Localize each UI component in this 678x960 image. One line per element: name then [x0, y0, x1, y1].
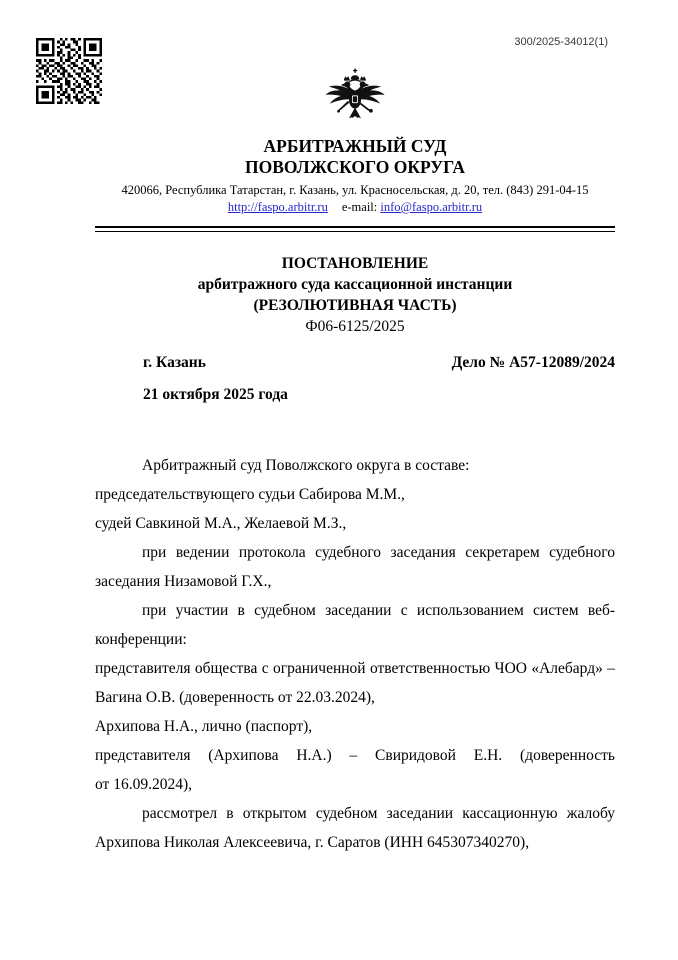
court-name-line2: ПОВОЛЖСКОГО ОКРУГА: [245, 157, 465, 177]
body-paragraph: при ведении протокола судебного заседания секретарем судебного заседания Низамовой Г.Х.,: [95, 544, 615, 590]
email-label: e-mail:: [341, 200, 378, 214]
court-name: [95, 136, 615, 178]
body-paragraph: судей Савкиной М.А., Желаевой М.З.,: [95, 515, 347, 532]
title-line2: арбитражного суда кассационной инстанции: [197, 276, 513, 293]
case-number: Дело № А57-12089/2024: [451, 354, 615, 371]
body-paragraph: Архипова Н.А., лично (паспорт),: [95, 718, 313, 735]
body-paragraph: председательствующего судьи Сабирова М.М.,: [95, 486, 405, 503]
court-email-link[interactable]: info@faspo.arbitr.ru: [380, 200, 483, 214]
body-paragraph: при участии в судебном заседании с использованием систем веб-конференции:: [95, 602, 615, 648]
document-registration-number: 300/2025-34012(1): [514, 36, 608, 48]
document-content: [95, 0, 615, 857]
document-title: [95, 253, 615, 337]
body-paragraph: рассмотрел в открытом судебном заседании кассационную жалобу Архипова Николая Алексеевича, г. Саратов (ИНН 645307340270),: [95, 805, 615, 851]
coat-of-arms-icon: [322, 68, 388, 125]
court-contacts: [95, 199, 615, 215]
qr-code-icon: [36, 38, 102, 104]
body-paragraph: Арбитражный суд Поволжского округа в составе:: [142, 457, 470, 474]
court-address: 420066, Республика Татарстан, г. Казань, ул. Красносельская, д. 20, тел. (843) 291-04-15: [121, 183, 589, 197]
header-divider: [95, 226, 615, 232]
meta-row: [95, 352, 615, 373]
title-line1: ПОСТАНОВЛЕНИЕ: [281, 255, 429, 272]
case-code: Ф06-6125/2025: [305, 318, 405, 335]
court-website-link[interactable]: http://faspo.arbitr.ru: [227, 200, 328, 214]
body-paragraph: представителя (Архипова Н.А.) – Свиридовой Е.Н. (доверенность от 16.09.2024),: [95, 747, 615, 793]
ruling-body: [95, 451, 615, 857]
title-line3: (РЕЗОЛЮТИВНАЯ ЧАСТЬ): [253, 297, 457, 314]
court-name-line1: АРБИТРАЖНЫЙ СУД: [263, 136, 447, 156]
body-paragraph: представителя общества с ограниченной ответственностью ЧОО «Алебард» – Вагина О.В. (доверенность от 22.03.2024),: [95, 660, 615, 706]
ruling-date: 21 октября 2025 года: [143, 386, 288, 403]
city-label: г. Казань: [143, 354, 206, 371]
